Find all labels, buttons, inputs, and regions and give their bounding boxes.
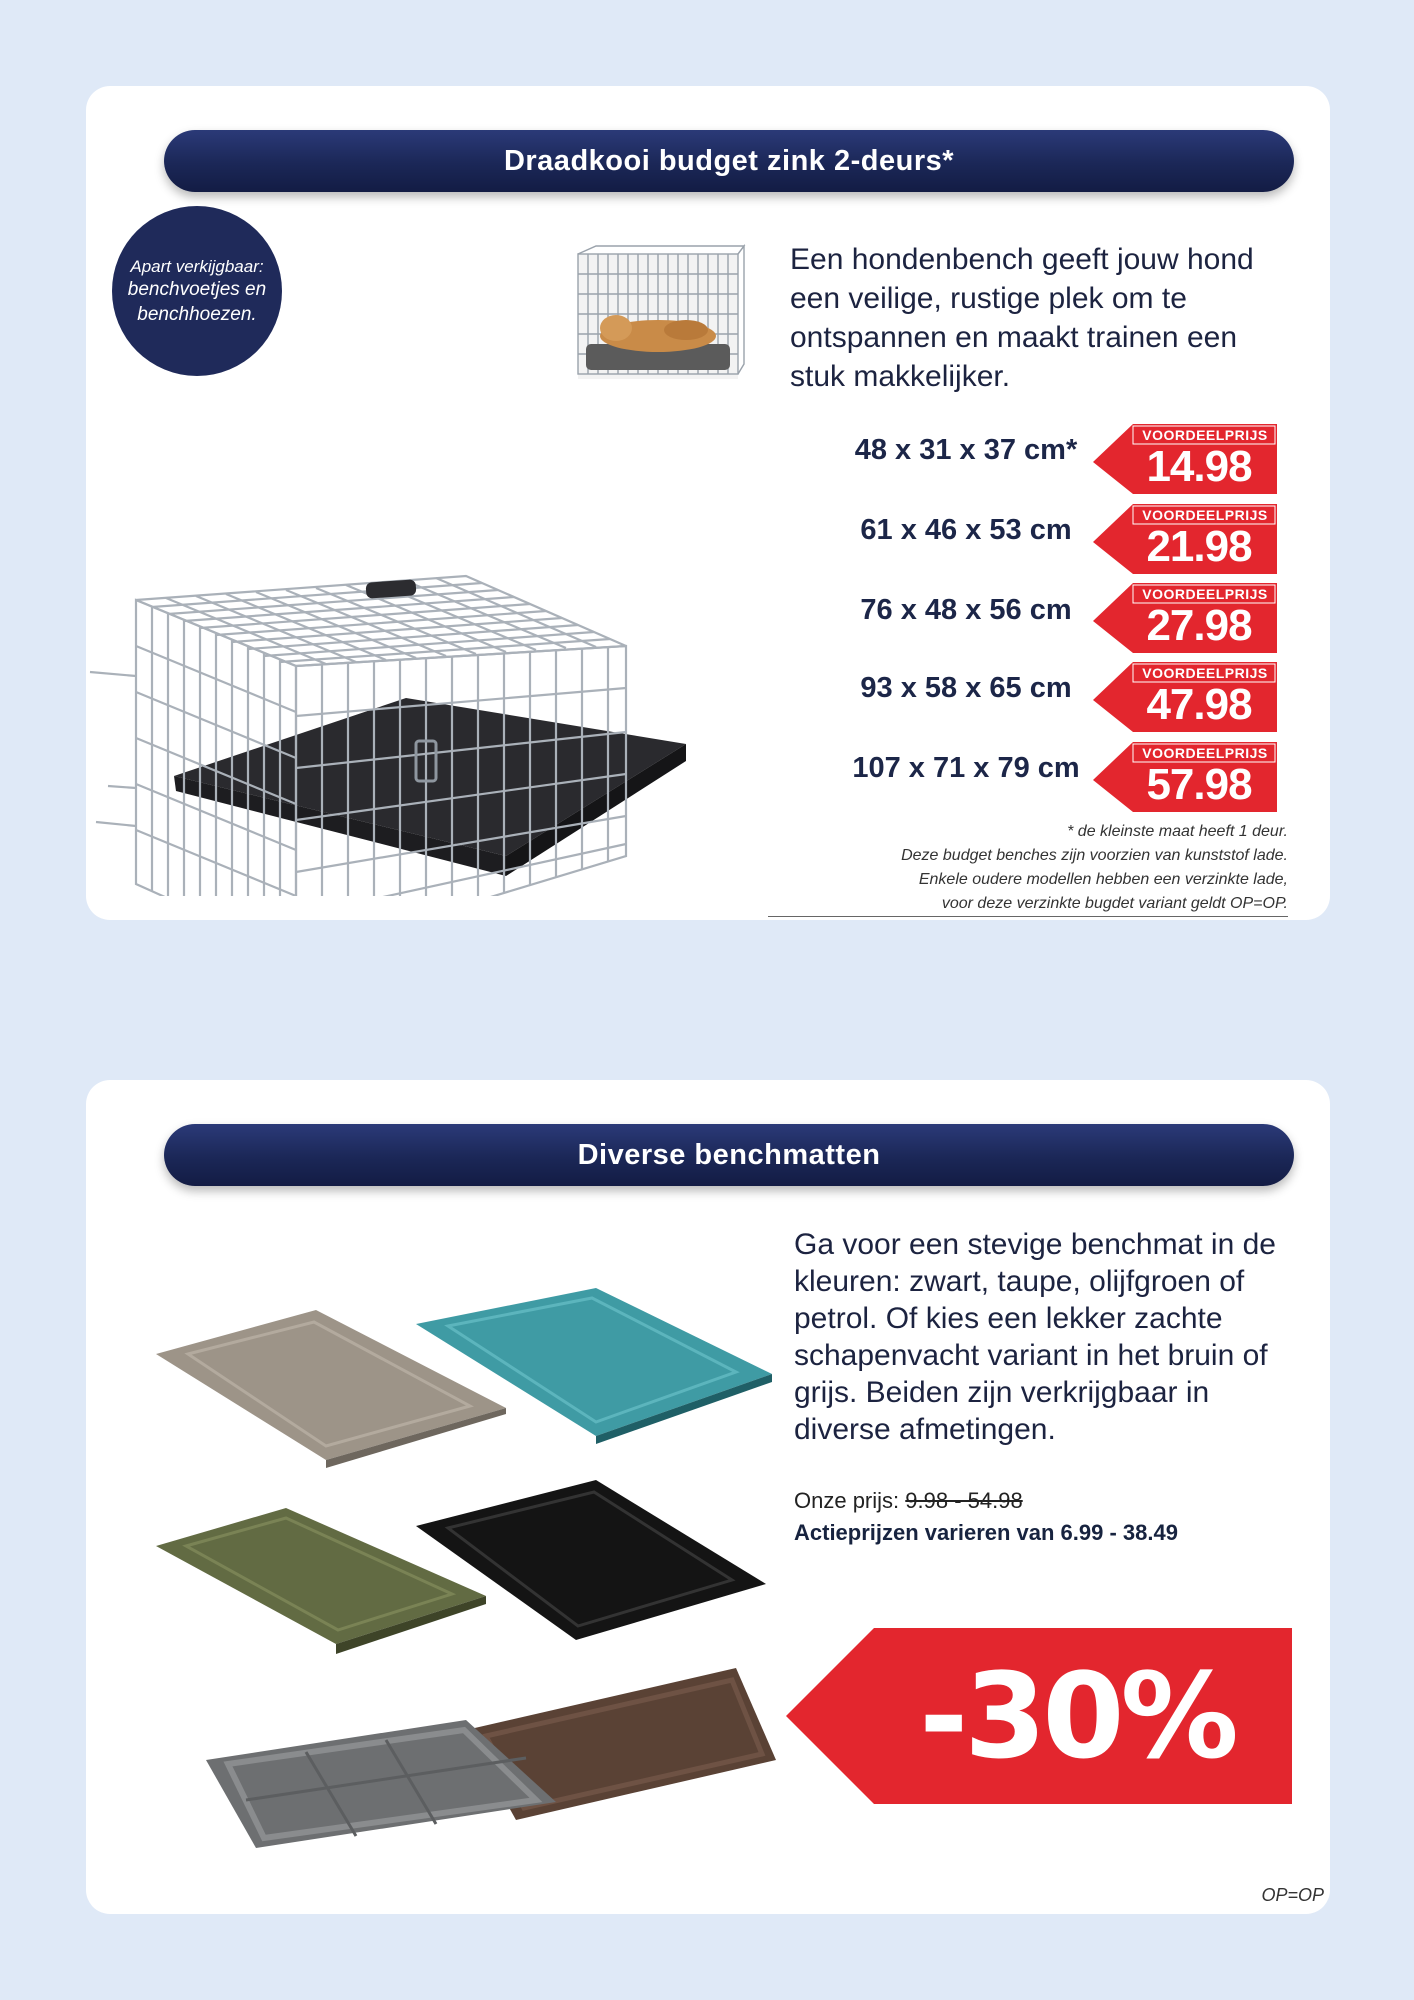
price-tag-5 xyxy=(1093,742,1277,812)
footnote-op-op: voor deze verzinkte bugdet variant geldt OP=OP. xyxy=(768,892,1288,917)
price-label: VOORDEELPRIJS xyxy=(1142,427,1268,443)
price-label: VOORDEELPRIJS xyxy=(1142,745,1268,761)
product-panel-mats xyxy=(86,1080,1330,1914)
badge-line-1: Apart verkijgbaar: xyxy=(130,256,264,276)
crate-description: Een hondenbench geeft jouw hond een veilige, rustige plek om te ontspannen en maakt trainen een stuk makkelijker. xyxy=(790,243,1254,393)
price-tag-2 xyxy=(1093,504,1277,574)
discount-badge xyxy=(786,1628,1292,1804)
action-prices: Actieprijzen varieren van 6.99 - 38.49 xyxy=(794,1520,1178,1545)
product-panel-crate xyxy=(86,86,1330,920)
price-value: 27.98 xyxy=(1146,601,1252,650)
op-op-note: OP=OP xyxy=(1261,1885,1324,1905)
price-tag-4 xyxy=(1093,662,1277,732)
size-row-5: 107 x 71 x 79 cm xyxy=(852,752,1080,784)
our-price-label: Onze prijs: xyxy=(794,1488,900,1513)
size-row-4: 93 x 58 x 65 cm xyxy=(860,672,1072,704)
footnote-plastic-tray: Deze budget benches zijn voorzien van kunststof lade. xyxy=(901,847,1288,864)
section-title-crate: Draadkooi budget zink 2-deurs* xyxy=(164,130,1294,192)
section-title-mats: Diverse benchmatten xyxy=(164,1124,1294,1186)
our-price xyxy=(794,1488,1023,1514)
footnote-older-models: Enkele oudere modellen hebben een verzinkte lade, xyxy=(918,871,1288,888)
price-tag-3 xyxy=(1093,583,1277,653)
price-value: 14.98 xyxy=(1146,442,1252,491)
price-label: VOORDEELPRIJS xyxy=(1142,665,1268,681)
bench-mats-image xyxy=(136,1250,776,1890)
discount-value: -30% xyxy=(919,1647,1235,1785)
badge-line-2: benchvoetjes en xyxy=(127,278,267,300)
price-value: 21.98 xyxy=(1146,522,1252,571)
size-row-3: 76 x 48 x 56 cm xyxy=(860,594,1072,626)
badge-line-3: benchhoezen. xyxy=(137,303,257,325)
price-label: VOORDEELPRIJS xyxy=(1142,586,1268,602)
accessories-badge xyxy=(112,206,282,376)
our-price-value: 9.98 - 54.98 xyxy=(905,1488,1023,1513)
size-row-1: 48 x 31 x 37 cm* xyxy=(854,434,1078,466)
wire-crate-image xyxy=(86,376,706,896)
price-label: VOORDEELPRIJS xyxy=(1142,507,1268,523)
price-value: 47.98 xyxy=(1146,680,1252,729)
price-tag-1 xyxy=(1093,424,1277,494)
size-row-2: 61 x 46 x 53 cm xyxy=(860,514,1072,546)
mats-description: Ga voor een stevige benchmat in de kleuren: zwart, taupe, olijfgroen of petrol. Of kies een lekker zachte schapenvacht variant in het bruin of grijs. Beiden zijn verkrijgbaar in diverse afmetingen. xyxy=(794,1228,1276,1446)
price-value: 57.98 xyxy=(1146,760,1252,809)
cage-with-dog-image xyxy=(566,244,746,394)
footnote-smallest-size: * de kleinste maat heeft 1 deur. xyxy=(1067,823,1288,840)
